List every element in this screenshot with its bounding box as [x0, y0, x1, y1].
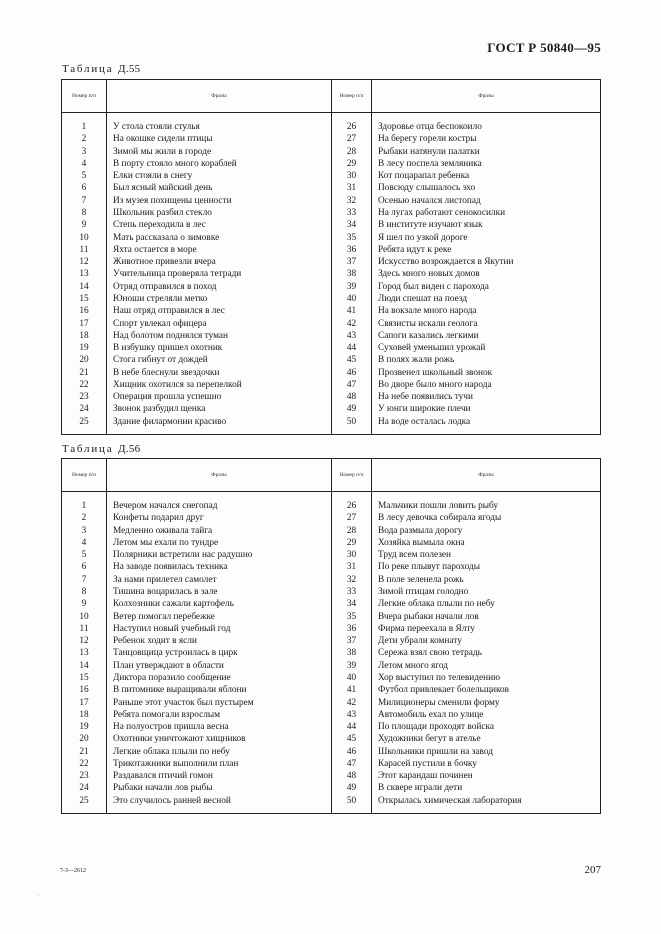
phrase-text: Был ясный майский день: [107, 182, 332, 194]
row-number: 3: [62, 525, 107, 537]
phrase-text: Футбол привлекает болельщиков: [372, 684, 601, 696]
row-number: 50: [332, 416, 372, 428]
row-number: 15: [62, 293, 107, 305]
row-number: 40: [332, 672, 372, 684]
row-number: 9: [62, 219, 107, 231]
phrase-text: Елки стояли в снегу: [107, 170, 332, 182]
table-row: [62, 330, 601, 342]
row-number: 31: [332, 561, 372, 573]
row-number: 50: [332, 795, 372, 807]
row-number: 48: [332, 770, 372, 782]
row-number: 37: [332, 256, 372, 268]
table-row: [62, 146, 601, 158]
table-row: [62, 795, 601, 807]
row-number: 46: [332, 367, 372, 379]
phrase-text: Летом мы ехали по тундре: [107, 537, 332, 549]
table-caption-d56: [62, 443, 140, 455]
phrase-text: Тишина воцарилась в зале: [107, 586, 332, 598]
table-row: [62, 403, 601, 415]
row-number: 45: [332, 733, 372, 745]
row-number: 2: [62, 512, 107, 524]
phrase-text: Яхта остается в море: [107, 244, 332, 256]
col-header-number: Номер п/п: [332, 80, 372, 113]
row-number: 26: [332, 121, 372, 133]
phrase-text: Этот карандаш починен: [372, 770, 601, 782]
row-number: 24: [62, 782, 107, 794]
phrase-text: За нами прилетел самолет: [107, 574, 332, 586]
table-row: [62, 746, 601, 758]
table-row: [62, 182, 601, 194]
phrase-text: В порту стояло много кораблей: [107, 158, 332, 170]
row-number: 16: [62, 684, 107, 696]
row-number: 35: [332, 611, 372, 623]
row-number: 39: [332, 281, 372, 293]
table-row: [62, 158, 601, 170]
phrase-text: Школьник разбил стекло: [107, 207, 332, 219]
row-number: 6: [62, 561, 107, 573]
phrase-text: На небе появились тучи: [372, 391, 601, 403]
row-number: 45: [332, 354, 372, 366]
table-row: [62, 256, 601, 268]
col-header-number: Номер п/п: [332, 459, 372, 492]
phrase-text: Стога гибнут от дождей: [107, 354, 332, 366]
phrase-text: Мальчики пошли ловить рыбу: [372, 500, 601, 512]
table-row: [62, 635, 601, 647]
phrase-text: Кот поцарапал ребенка: [372, 170, 601, 182]
row-number: 20: [62, 354, 107, 366]
page-number: 207: [584, 864, 601, 876]
row-number: 23: [62, 391, 107, 403]
phrase-text: У юнги широкие плечи: [372, 403, 601, 415]
row-number: 14: [62, 660, 107, 672]
row-number: 2: [62, 133, 107, 145]
row-number: 39: [332, 660, 372, 672]
row-number: 44: [332, 342, 372, 354]
row-number: 42: [332, 697, 372, 709]
phrase-text: В небе блеснули звездочки: [107, 367, 332, 379]
row-number: 4: [62, 158, 107, 170]
row-number: 46: [332, 746, 372, 758]
phrase-text: Рыбаки натянули палатки: [372, 146, 601, 158]
phrase-text: На заводе появилась техника: [107, 561, 332, 573]
phrase-text: Легкие облака плыли по небу: [107, 746, 332, 758]
table-row: [62, 574, 601, 586]
table-row: [62, 733, 601, 745]
row-number: 5: [62, 170, 107, 182]
phrase-text: Искусство возрождается в Якутии: [372, 256, 601, 268]
phrase-text: В избушку пришел охотник: [107, 342, 332, 354]
row-number: 10: [62, 232, 107, 244]
phrase-text: Хозяйка вымыла окна: [372, 537, 601, 549]
phrase-text: На вокзале много народа: [372, 305, 601, 317]
col-header-phrases: Фразы: [372, 80, 601, 113]
phrase-text: Мать рассказала о зимовке: [107, 232, 332, 244]
phrase-text: Ребенок ходит в ясли: [107, 635, 332, 647]
table-row: [62, 207, 601, 219]
phrase-text: Хищник охотился за перепелкой: [107, 379, 332, 391]
row-number: 11: [62, 623, 107, 635]
phrase-text: Легкие облака плыли по небу: [372, 598, 601, 610]
row-number: 25: [62, 795, 107, 807]
row-number: 22: [62, 379, 107, 391]
phrase-text: Раньше этот участок был пустырем: [107, 697, 332, 709]
row-number: 29: [332, 158, 372, 170]
phrase-text: Фирма переехала в Ялту: [372, 623, 601, 635]
table-row: [62, 770, 601, 782]
phrase-text: Карасей пустили в бочку: [372, 758, 601, 770]
table-row: [62, 525, 601, 537]
phrase-text: Здесь много новых домов: [372, 268, 601, 280]
phrase-text: Связисты искали геолога: [372, 318, 601, 330]
row-number: 3: [62, 146, 107, 158]
table-row: [62, 660, 601, 672]
row-number: 32: [332, 574, 372, 586]
table-row: [62, 721, 601, 733]
row-number: 36: [332, 623, 372, 635]
phrase-text: Это случилось ранней весной: [107, 795, 332, 807]
phrase-text: В сквере играли дети: [372, 782, 601, 794]
phrase-text: Суховей уменьшил урожай: [372, 342, 601, 354]
table-row: [62, 170, 601, 182]
table-row: [62, 219, 601, 231]
row-number: 8: [62, 586, 107, 598]
phrase-text: Вчера рыбаки начали лов: [372, 611, 601, 623]
row-number: 33: [332, 207, 372, 219]
table-row: [62, 561, 601, 573]
phrase-text: Вода размыла дорогу: [372, 525, 601, 537]
row-number: 18: [62, 709, 107, 721]
phrase-text: Над болотом поднялся туман: [107, 330, 332, 342]
table-row: [62, 647, 601, 659]
row-number: 1: [62, 121, 107, 133]
row-number: 5: [62, 549, 107, 561]
table-row: [62, 354, 601, 366]
row-number: 19: [62, 721, 107, 733]
caption-word: Таблица: [62, 443, 114, 455]
row-number: 24: [62, 403, 107, 415]
row-number: 14: [62, 281, 107, 293]
table-row: [62, 379, 601, 391]
table-row: [62, 709, 601, 721]
table-row: [62, 305, 601, 317]
row-number: 19: [62, 342, 107, 354]
table-row: [62, 672, 601, 684]
table-row: [62, 318, 601, 330]
table-row: [62, 697, 601, 709]
table-row: [62, 244, 601, 256]
table-row: [62, 281, 601, 293]
phrase-text: Хор выступил по телевидению: [372, 672, 601, 684]
phrase-text: В поле зеленела рожь: [372, 574, 601, 586]
phrase-text: Автомобиль ехал по улице: [372, 709, 601, 721]
row-number: 30: [332, 170, 372, 182]
table-row: [62, 232, 601, 244]
table-row: [62, 758, 601, 770]
row-number: 31: [332, 182, 372, 194]
phrase-text: Ветер помогал перебежке: [107, 611, 332, 623]
row-number: 38: [332, 647, 372, 659]
phrase-text: Город был виден с парохода: [372, 281, 601, 293]
row-number: 44: [332, 721, 372, 733]
phrase-text: Наш отряд отправился в лес: [107, 305, 332, 317]
phrase-text: По реке плывут пароходы: [372, 561, 601, 573]
row-number: 43: [332, 330, 372, 342]
phrase-text: Ребята идут к реке: [372, 244, 601, 256]
phrase-table-d56: [61, 458, 601, 814]
phrase-text: Юноши стреляли метко: [107, 293, 332, 305]
phrase-text: По площади проходят войска: [372, 721, 601, 733]
row-number: 9: [62, 598, 107, 610]
phrase-text: В полях жали рожь: [372, 354, 601, 366]
row-number: 16: [62, 305, 107, 317]
row-number: 49: [332, 782, 372, 794]
scan-mark: ·: [38, 893, 40, 899]
row-number: 28: [332, 525, 372, 537]
phrase-text: Здание филармонии красиво: [107, 416, 332, 428]
row-number: 11: [62, 244, 107, 256]
table-row: [62, 537, 601, 549]
table-row: [62, 623, 601, 635]
phrase-text: Школьники пришли на завод: [372, 746, 601, 758]
table-row: [62, 586, 601, 598]
row-number: 38: [332, 268, 372, 280]
caption-word: Таблица: [62, 63, 114, 75]
row-number: 33: [332, 586, 372, 598]
col-header-phrases: Фразы: [107, 80, 332, 113]
col-header-phrases: Фразы: [107, 459, 332, 492]
phrase-text: В лесу поспела земляника: [372, 158, 601, 170]
phrase-text: Милиционеры сменили форму: [372, 697, 601, 709]
phrase-text: Степь переходила в лес: [107, 219, 332, 231]
phrase-text: Труд всем полезен: [372, 549, 601, 561]
table-row: [62, 121, 601, 133]
row-number: 22: [62, 758, 107, 770]
row-number: 23: [62, 770, 107, 782]
phrase-text: На лугах работают сенокосилки: [372, 207, 601, 219]
row-number: 13: [62, 647, 107, 659]
row-number: 36: [332, 244, 372, 256]
phrase-text: Люди спешат на поезд: [372, 293, 601, 305]
phrase-text: На полуостров пришла весна: [107, 721, 332, 733]
phrase-text: Повсюду слышалось эхо: [372, 182, 601, 194]
phrase-text: Охотники уничтожают хищников: [107, 733, 332, 745]
row-number: 21: [62, 367, 107, 379]
row-number: 1: [62, 500, 107, 512]
table-row: [62, 611, 601, 623]
row-number: 6: [62, 182, 107, 194]
table-row: [62, 500, 601, 512]
table-row: [62, 342, 601, 354]
phrase-text: Учительница проверяла тетради: [107, 268, 332, 280]
phrase-text: Диктора поразило сообщение: [107, 672, 332, 684]
phrase-text: Вечером начался снегопад: [107, 500, 332, 512]
table-row: [62, 512, 601, 524]
row-number: 26: [332, 500, 372, 512]
phrase-text: Во дворе было много народа: [372, 379, 601, 391]
phrase-text: Зимой птицам голодно: [372, 586, 601, 598]
table-row: [62, 268, 601, 280]
phrase-text: Летом много ягод: [372, 660, 601, 672]
phrase-text: Зимой мы жили в городе: [107, 146, 332, 158]
phrase-table-d55: [61, 79, 601, 435]
row-number: 12: [62, 256, 107, 268]
table-row: [62, 133, 601, 145]
phrase-text: Рыбаки начали лов рыбы: [107, 782, 332, 794]
phrase-text: Из музея похищены ценности: [107, 195, 332, 207]
phrase-text: Колхозники сажали картофель: [107, 598, 332, 610]
row-number: 35: [332, 232, 372, 244]
phrase-text: На воде осталась лодка: [372, 416, 601, 428]
phrase-text: Трикотажники выполнили план: [107, 758, 332, 770]
row-number: 34: [332, 219, 372, 231]
row-number: 42: [332, 318, 372, 330]
row-number: 13: [62, 268, 107, 280]
phrase-text: Звонок разбудил щенка: [107, 403, 332, 415]
table-row: [62, 782, 601, 794]
col-header-phrases: Фразы: [372, 459, 601, 492]
phrase-text: В питомнике выращивали яблони: [107, 684, 332, 696]
row-number: 29: [332, 537, 372, 549]
phrase-text: Наступил новый учебный год: [107, 623, 332, 635]
phrase-text: Животное привезли вчера: [107, 256, 332, 268]
table-row: [62, 684, 601, 696]
row-number: 20: [62, 733, 107, 745]
row-number: 47: [332, 379, 372, 391]
row-number: 27: [332, 133, 372, 145]
caption-number: Д.56: [117, 443, 141, 455]
row-number: 4: [62, 537, 107, 549]
row-number: 8: [62, 207, 107, 219]
row-number: 27: [332, 512, 372, 524]
phrase-text: Раздавался птичий гомон: [107, 770, 332, 782]
row-number: 12: [62, 635, 107, 647]
phrase-text: У стола стояли стулья: [107, 121, 332, 133]
row-number: 49: [332, 403, 372, 415]
row-number: 37: [332, 635, 372, 647]
row-number: 15: [62, 672, 107, 684]
phrase-text: На окошке сидели птицы: [107, 133, 332, 145]
row-number: 10: [62, 611, 107, 623]
phrase-text: Художники бегут в ателье: [372, 733, 601, 745]
document-code: ГОСТ Р 50840—95: [487, 40, 601, 55]
phrase-text: Я шел по узкой дороге: [372, 232, 601, 244]
phrase-text: На берегу горели костры: [372, 133, 601, 145]
row-number: 17: [62, 697, 107, 709]
phrase-text: Ребята помогали взрослым: [107, 709, 332, 721]
phrase-text: Конфеты подарил друг: [107, 512, 332, 524]
row-number: 17: [62, 318, 107, 330]
print-code: 7-3—2612: [60, 868, 86, 874]
row-number: 25: [62, 416, 107, 428]
phrase-text: В институте изучают язык: [372, 219, 601, 231]
table-row: [62, 367, 601, 379]
phrase-text: Отряд отправился в поход: [107, 281, 332, 293]
phrase-text: Здоровье отца беспокоило: [372, 121, 601, 133]
phrase-text: Сапоги казались легкими: [372, 330, 601, 342]
row-number: 7: [62, 195, 107, 207]
phrase-text: В лесу девочка собирала ягоды: [372, 512, 601, 524]
table-row: [62, 195, 601, 207]
row-number: 41: [332, 305, 372, 317]
phrase-text: Операция прошла успешно: [107, 391, 332, 403]
row-number: 21: [62, 746, 107, 758]
row-number: 32: [332, 195, 372, 207]
table-row: [62, 549, 601, 561]
table-row: [62, 416, 601, 428]
row-number: 34: [332, 598, 372, 610]
phrase-text: Спорт увлекал офицера: [107, 318, 332, 330]
phrase-text: Медленно оживала тайга: [107, 525, 332, 537]
row-number: 7: [62, 574, 107, 586]
table-row: [62, 391, 601, 403]
phrase-text: Танцовщица устроилась в цирк: [107, 647, 332, 659]
phrase-text: Прозвенел школьный звонок: [372, 367, 601, 379]
row-number: 30: [332, 549, 372, 561]
row-number: 40: [332, 293, 372, 305]
phrase-text: Дети убрали комнату: [372, 635, 601, 647]
phrase-text: План утверждают в области: [107, 660, 332, 672]
table-row: [62, 598, 601, 610]
table-caption-d55: [62, 63, 140, 75]
row-number: 41: [332, 684, 372, 696]
phrase-text: Полярники встретили нас радушно: [107, 549, 332, 561]
table-row: [62, 293, 601, 305]
row-number: 47: [332, 758, 372, 770]
phrase-text: Открылась химическая лаборатория: [372, 795, 601, 807]
row-number: 43: [332, 709, 372, 721]
row-number: 48: [332, 391, 372, 403]
caption-number: Д.55: [117, 63, 141, 75]
row-number: 28: [332, 146, 372, 158]
col-header-number: Номер п/п: [62, 459, 107, 492]
phrase-text: Осенью начался листопад: [372, 195, 601, 207]
col-header-number: Номер п/п: [62, 80, 107, 113]
row-number: 18: [62, 330, 107, 342]
phrase-text: Сережа взял свою тетрадь: [372, 647, 601, 659]
